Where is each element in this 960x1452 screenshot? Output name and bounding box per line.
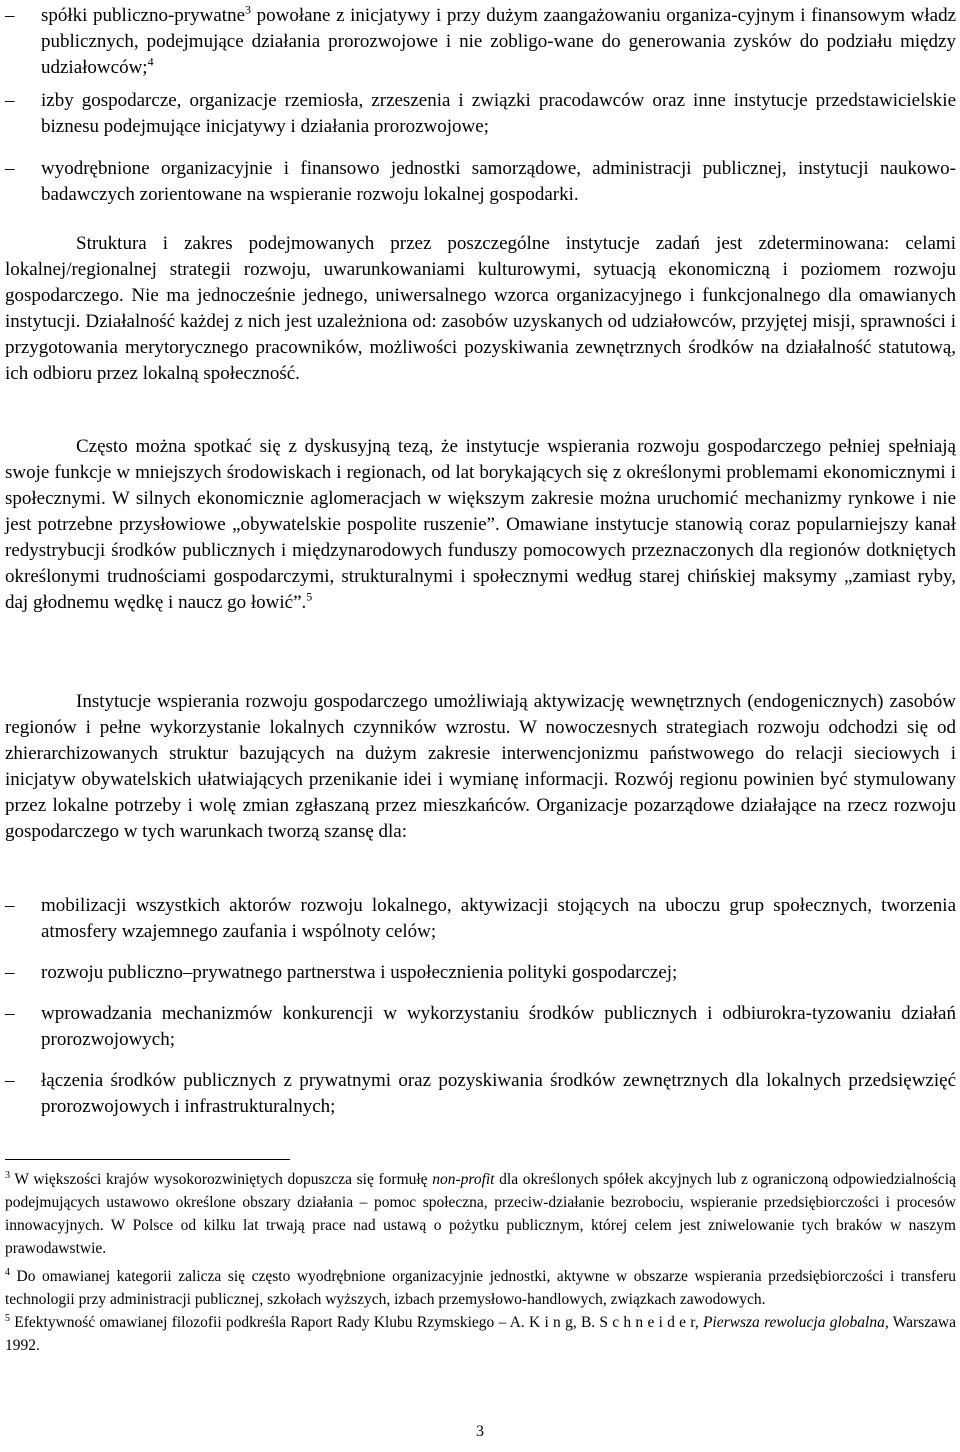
dash-marker: – [5,962,15,983]
body-text [0,231,960,387]
footnote-separator [5,1159,290,1160]
footnote [0,1311,960,1357]
list-item [0,960,960,986]
list-item-text: wprowadzania mechanizmów konkurencji w wykorzystaniu środków publicznych i odbiurokra-tyzowaniu działań prorozwojowych; [41,1003,956,1050]
footnote-number: 4 [5,1266,10,1278]
footnote-text: Warszawa 1992. [5,1314,957,1354]
list-item [0,156,960,208]
footnote-italic: Pierwsza rewolucja globalna, [702,1314,889,1331]
footnotes [0,1168,960,1357]
paragraph: Struktura i zakres podejmowanych przez poszczególne instytucje zadań jest zdeterminowana: celami lokalnej/regionalnej strategii rozwoju, uwarunkowaniami kulturowymi, sytuacją ekonomiczną i poziomem rozwoju gospodarczego. Nie ma jednocześnie jednego, uniwersalnego wzorca organizacyjnego i funkcjonalnego dla omawianych instytucji. Działalność każdej z nich jest uzależniona od: zasobów uzyskanych od udziałowców, przyjętej misji, sprawności i przygotowania merytorycznego pracowników, możliwości pozyskiwania zewnętrznych środków na działalność statutową, ich odbioru przez lokalną społeczność. [5,233,956,384]
page-number: 3 [476,1423,484,1440]
list-item-text: mobilizacji wszystkich aktorów rozwoju lokalnego, aktywizacji stojących na uboczu grup społecznych, tworzenia atmosfery wzajemnego zaufania i wspólnoty celów; [41,895,956,942]
paragraph-text: Często można spotkać się z dyskusyjną tezą, że instytucje wspierania rozwoju gospodarczego pełniej spełniają swoje funkcje w mniejszych środowiskach i regionach, od lat borykających się z określonymi problemami ekonomicznymi i społecznymi. W silnych ekonomicznie aglomeracjach w większym zakresie można uruchomić mechanizmy rynkowe i nie jest potrzebne przysłowiowe „obywatelskie pospolite ruszenie”. Omawiane instytucje stanowią coraz popularniejszy kanał redystrybucji środków publicznych i międzynarodowych funduszy pomocowych przeznaczonych dla regionów dotkniętych określonymi trudnościami gospodarczymi, strukturalnymi i społecznymi według starej chińskiej maksymy „zamiast ryby, daj głodnemu wędkę i naucz go łowić”. [5,436,956,613]
footnote-text: dla określonych spółek akcyjnych lub z ograniczoną odpowiedzialnością podejmujących ustawowo określone obszary działania – pomoc społeczna, przeciw-działanie bezrobociu, wspieranie przedsiębiorczości i procesów innowacyjnych. W Polsce od kilku lat trwają prace nad ustawą o pożytku publicznym, której celem jest zniwelowanie tych braków w naszym prawodawstwie. [5,1171,956,1257]
dash-marker: – [5,90,15,111]
body-text [0,689,960,845]
dash-marker: – [5,895,15,916]
bullet-list-2 [0,893,960,1120]
list-item-text: spółki publiczno-prywatne [41,5,246,26]
footnote-text: Do omawianej kategorii zalicza się często wyodrębnione organizacyjnie jednostki, aktywne w obszarze wspierania przedsiębiorczości i transferu technologii przy administracji publicznej, szkołach wyższych, izbach przemysłowo-handlowych, związkach zawodowych. [5,1268,956,1308]
body-text [0,434,960,616]
footnote-ref: 3 [245,2,252,17]
list-item [0,1001,960,1053]
paragraph [0,434,960,616]
list-item [0,3,960,81]
footnote-number: 3 [5,1169,10,1181]
list-item [0,88,960,140]
footnote-text: Efektywność omawianej filozofii podkreśla Raport Rady Klubu Rzymskiego – A. K i n g, B. S c h n e i d e r, [10,1314,703,1331]
list-item-text: powołane z inicjatywy i przy dużym zaangażowaniu organiza-cyjnym i finansowym władz publicznych, podejmujące działania prorozwojowe i nie zobligo-wane do generowania zysków do podziału między udziałowców; [41,5,956,78]
list-item-text: łączenia środków publicznych z prywatnymi oraz pozyskiwania środków zewnętrznych dla lokalnych przedsięwzięć prorozwojowych i infrastrukturalnych; [41,1070,956,1117]
footnote [0,1168,960,1260]
footnote-text: W większości krajów wysokorozwiniętych dopuszcza się formułę [10,1171,433,1188]
dash-marker: – [5,1003,15,1024]
list-item [0,1068,960,1120]
list-item-text: izby gospodarcze, organizacje rzemiosła, zrzeszenia i związki pracodawców oraz inne instytucje przedstawicielskie biznesu podejmujące inicjatywy i działania prorozwojowe; [41,90,956,137]
footnote-ref: 5 [306,589,313,604]
list-item-text: rozwoju publiczno–prywatnego partnerstwa i uspołecznienia polityki gospodarczej; [41,962,678,983]
list-item-text: wyodrębnione organizacyjnie i finansowo jednostki samorządowe, administracji publicznej, instytucji naukowo-badawczych zorientowane na wspieranie rozwoju lokalnej gospodarki. [41,158,956,205]
bullet-list-1 [0,3,960,218]
dash-marker: – [5,1070,15,1091]
dash-marker: – [5,5,15,26]
footnote-ref: 4 [147,54,154,69]
dash-marker: – [5,158,15,179]
paragraph: Instytucje wspierania rozwoju gospodarczego umożliwiają aktywizację wewnętrznych (endogenicznych) zasobów regionów i pełne wykorzystanie lokalnych czynników wzrostu. W nowoczesnych strategiach rozwoju odchodzi się od zhierarchizowanych struktur bazujących na dużym zakresie interwencjonizmu państwowego do relacji sieciowych i inicjatyw obywatelskich ułatwiających przenikanie idei i wymianę informacji. Rozwój regionu powinien być stymulowany przez lokalne potrzeby i wolę zmian zgłaszaną przez mieszkańców. Organizacje pozarządowe działające na rzecz rozwoju gospodarczego w tych warunkach tworzą szansę dla: [5,691,956,842]
list-item [0,893,960,945]
footnote [0,1265,960,1311]
footnote-italic: non-profit [432,1171,495,1188]
footnote-number: 5 [5,1312,10,1324]
